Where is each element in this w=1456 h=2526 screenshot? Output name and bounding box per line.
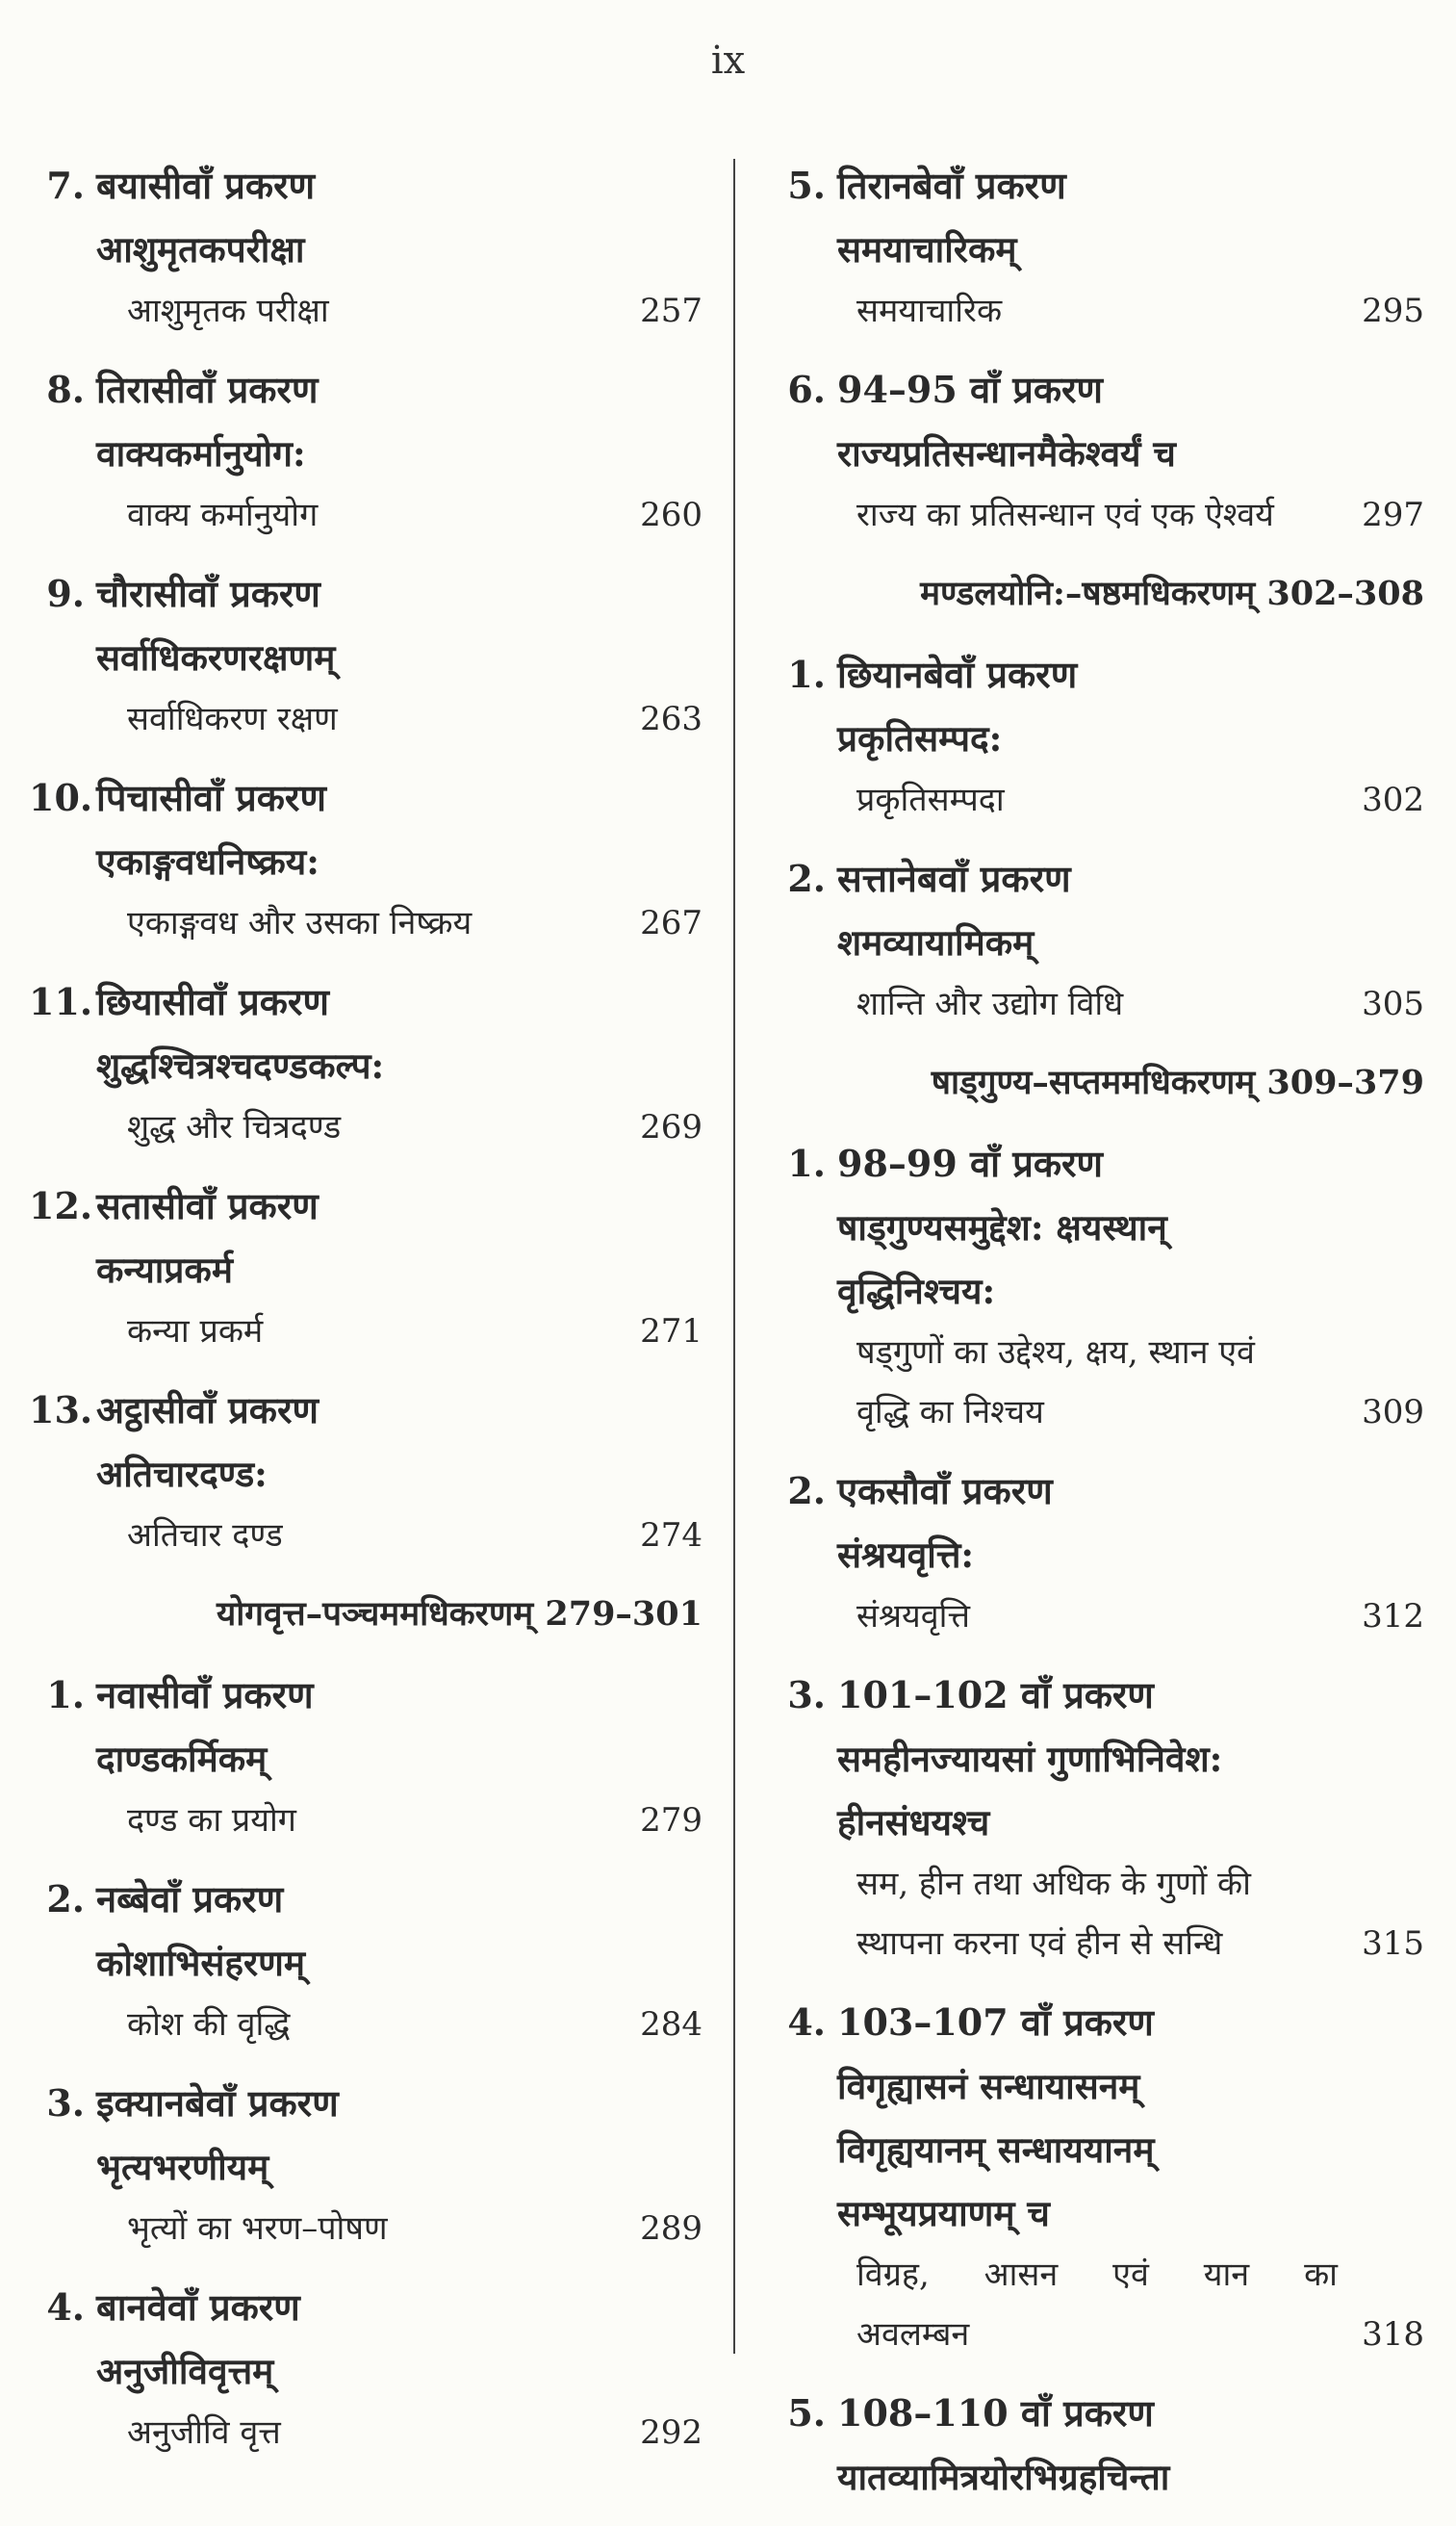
entry-number: 1.	[787, 653, 826, 696]
entry-heading	[29, 2072, 702, 2135]
hindi-text: दण्ड का प्रयोग	[127, 1801, 296, 1840]
page-ref: 260	[640, 496, 702, 534]
entry-title: 101–102 वाँ प्रकरण	[837, 1673, 1154, 1716]
column-divider	[733, 159, 735, 2354]
entry-heading	[770, 847, 1424, 911]
entry-number: 4.	[787, 2000, 826, 2044]
hindi-text: प्रकृतिसम्पदा	[856, 781, 1005, 819]
hindi-title	[770, 770, 1424, 830]
entry-title: चौरासीवाँ प्रकरण	[96, 572, 320, 615]
hindi-text: षड्गुणों का उद्देश्य, क्षय, स्थान एवं	[856, 1333, 1255, 1372]
sanskrit-title: कोशाभिसंहरणम्	[96, 1942, 306, 1984]
hindi-text: भृत्यों का भरण–पोषण	[127, 2209, 388, 2248]
page-number: ix	[710, 39, 746, 83]
entry-heading	[29, 766, 702, 830]
sanskrit-title: वाक्यकर्मानुयोग:	[96, 432, 306, 475]
entry-heading	[770, 2382, 1424, 2445]
hindi-title	[29, 1791, 702, 1850]
entry-number: 1.	[787, 1142, 826, 1185]
hindi-title	[29, 1995, 702, 2054]
sanskrit-title: राज्यप्रतिसन्धानमैकेश्वर्यं च	[837, 432, 1176, 475]
entry-title: छियानबेवाँ प्रकरण	[837, 653, 1078, 696]
hindi-title	[770, 1382, 1424, 1442]
sanskrit-title: शुद्धश्चित्रश्चदण्डकल्प:	[96, 1044, 385, 1087]
hindi-text: अतिचार दण्ड	[127, 1516, 283, 1555]
entry-heading	[770, 1663, 1424, 1727]
entry-title: अट्ठासीवाँ प्रकरण	[96, 1388, 319, 1431]
hindi-text: सर्वाधिकरण रक्षण	[127, 700, 338, 738]
hindi-title	[770, 1323, 1424, 1382]
entry-title: सत्तानेबवाँ प्रकरण	[837, 857, 1071, 900]
hindi-text: संश्रयवृत्ति	[856, 1597, 970, 1636]
toc-entry	[29, 2072, 702, 2258]
toc-entry	[29, 1174, 702, 1361]
sanskrit-title: संश्रयवृत्ति:	[837, 1534, 975, 1576]
hindi-text: सम, हीन तथा अधिक के गुणों की	[856, 1865, 1251, 1903]
sanskrit-title: भृत्यभरणीयम्	[96, 2146, 269, 2188]
toc-entry	[29, 1379, 702, 1565]
page-ref: 271	[640, 1312, 702, 1351]
hindi-title	[770, 974, 1424, 1034]
entry-number: 2.	[787, 857, 826, 900]
sanskrit-title: समहीनज्यायसां गुणाभिनिवेश:	[837, 1738, 1223, 1780]
page-ref: 305	[1362, 985, 1424, 1023]
sanskrit-title: शमव्यायामिकम्	[837, 921, 1035, 964]
hindi-title	[29, 1302, 702, 1361]
entry-heading	[29, 1174, 702, 1238]
entry-number: 11.	[29, 980, 93, 1023]
sanskrit-title: अनुजीविवृत्तम्	[96, 2350, 274, 2392]
entry-title: नवासीवाँ प्रकरण	[96, 1673, 314, 1716]
page-ref: 309	[1362, 1393, 1424, 1431]
entry-title: एकसौवाँ प्रकरण	[837, 1469, 1053, 1512]
entry-number: 13.	[29, 1388, 93, 1431]
hindi-title	[29, 2199, 702, 2258]
page-ref: 318	[1362, 2315, 1424, 2354]
page-ref: 297	[1362, 496, 1424, 534]
sanskrit-title: सर्वाधिकरणरक्षणम्	[96, 636, 336, 679]
entry-title: तिरानबेवाँ प्रकरण	[837, 164, 1066, 207]
hindi-text: स्थापना करना एवं हीन से सन्धि	[856, 1924, 1223, 1963]
page-ref: 274	[640, 1516, 702, 1555]
entry-title: इक्यानबेवाँ प्रकरण	[96, 2081, 339, 2125]
hindi-title	[29, 893, 702, 953]
toc-entry	[770, 358, 1424, 545]
toc-entry	[770, 1663, 1424, 1973]
sanskrit-title: विगृह्ययानम् सन्धाययानम्	[837, 2128, 1155, 2171]
entry-number: 4.	[46, 2285, 85, 2329]
entry-title: बयासीवाँ प्रकरण	[96, 164, 316, 207]
entry-heading	[29, 1868, 702, 1931]
hindi-text: शुद्ध और चित्रदण्ड	[127, 1108, 342, 1147]
toc-entry	[770, 643, 1424, 830]
sanskrit-title: सम्भूयप्रयाणम् च	[837, 2192, 1050, 2234]
toc-entry	[29, 766, 702, 953]
entry-number: 1.	[46, 1673, 85, 1716]
page-ref: 257	[640, 292, 702, 330]
entry-heading	[770, 643, 1424, 707]
sanskrit-title: यातव्यामित्रयोरभिग्रहचिन्ता	[837, 2456, 1170, 2498]
entry-number: 3.	[46, 2081, 85, 2125]
entry-heading	[770, 154, 1424, 218]
sanskrit-title: दाण्डकर्मिकम्	[96, 1738, 268, 1780]
entry-heading	[29, 154, 702, 218]
page-ref: 302	[1362, 781, 1424, 819]
entry-heading	[29, 970, 702, 1034]
entry-title: बानवेवाँ प्रकरण	[96, 2285, 300, 2329]
entry-heading	[29, 1663, 702, 1727]
entry-title: 103–107 वाँ प्रकरण	[837, 2000, 1154, 2044]
toc-entry	[770, 847, 1424, 1034]
sanskrit-title: एकाङ्गवधनिष्क्रय:	[96, 840, 319, 883]
toc-entry	[29, 1663, 702, 1850]
hindi-text: एकाङ्गवध और उसका निष्क्रय	[127, 904, 473, 942]
entry-heading	[29, 2276, 702, 2339]
page-ref: 292	[640, 2413, 702, 2452]
hindi-title	[29, 689, 702, 749]
toc-entry	[29, 1868, 702, 2054]
entry-title: पिचासीवाँ प्रकरण	[96, 776, 326, 819]
entry-heading	[770, 358, 1424, 422]
sanskrit-title: हीनसंधयश्च	[837, 1801, 990, 1843]
entry-heading	[770, 1132, 1424, 1196]
entry-number: 6.	[787, 368, 826, 411]
entry-number: 10.	[29, 776, 93, 819]
hindi-text: वाक्य कर्मानुयोग	[127, 496, 319, 534]
hindi-text: वृद्धि का निश्चय	[856, 1393, 1044, 1431]
section-title: योगवृत्त–पञ्चममधिकरणम् 279–301	[216, 1594, 702, 1634]
entry-title: 94–95 वाँ प्रकरण	[837, 368, 1104, 411]
toc-right-column	[770, 154, 1424, 2526]
sanskrit-title: समयाचारिकम्	[837, 228, 1017, 271]
sanskrit-title: षाड्गुण्यसमुद्देश: क्षयस्थान्	[837, 1206, 1167, 1249]
toc-entry	[770, 1991, 1424, 2364]
toc-entry	[29, 154, 702, 341]
entry-heading	[29, 358, 702, 422]
toc-entry	[29, 562, 702, 749]
page-ref: 263	[640, 700, 702, 738]
entry-number: 5.	[787, 2391, 826, 2435]
entry-title: 98–99 वाँ प्रकरण	[837, 1142, 1104, 1185]
entry-number: 5.	[787, 164, 826, 207]
entry-number: 12.	[29, 1184, 93, 1227]
hindi-title	[29, 1506, 702, 1565]
hindi-title	[770, 485, 1424, 545]
entry-title: तिरासीवाँ प्रकरण	[96, 368, 319, 411]
hindi-text: विग्रह, आसन एवं यान का	[856, 2255, 1338, 2294]
section-title: मण्डलयोनि:–षष्ठमधिकरणम् 302–308	[920, 574, 1424, 613]
entry-heading	[29, 562, 702, 626]
hindi-text: कोश की वृद्धि	[127, 2005, 291, 2044]
hindi-text: अवलम्बन	[856, 2315, 970, 2354]
hindi-title	[770, 281, 1424, 341]
hindi-title	[770, 1914, 1424, 1973]
sanskrit-title: अतिचारदण्ड:	[96, 1453, 268, 1495]
section-title: षाड्गुण्य–सप्तममधिकरणम् 309–379	[931, 1063, 1424, 1102]
sanskrit-title: विगृह्यासनं सन्धायासनम्	[837, 2065, 1140, 2107]
sanskrit-title: प्रकृतिसम्पद:	[837, 717, 1003, 760]
hindi-title	[29, 2403, 702, 2462]
hindi-text: शान्ति और उद्योग विधि	[856, 985, 1124, 1023]
entry-title: सतासीवाँ प्रकरण	[96, 1184, 319, 1227]
toc-entry	[29, 358, 702, 545]
entry-number: 7.	[46, 164, 85, 207]
toc-entry	[29, 2276, 702, 2462]
entry-number: 3.	[787, 1673, 826, 1716]
page-ref: 312	[1362, 1597, 1424, 1636]
entry-number: 2.	[787, 1469, 826, 1512]
toc-entry	[770, 2382, 1424, 2509]
hindi-title	[770, 1854, 1424, 1914]
toc-entry	[770, 154, 1424, 341]
entry-heading	[29, 1379, 702, 1442]
hindi-title	[29, 281, 702, 341]
hindi-title	[29, 1097, 702, 1157]
entry-heading	[770, 1991, 1424, 2054]
page-ref: 279	[640, 1801, 702, 1840]
page-ref: 269	[640, 1108, 702, 1147]
entry-title: 108–110 वाँ प्रकरण	[837, 2391, 1154, 2435]
hindi-text: आशुमृतक परीक्षा	[127, 292, 329, 330]
page-ref: 284	[640, 2005, 702, 2044]
entry-number: 9.	[46, 572, 85, 615]
hindi-title	[770, 1586, 1424, 1646]
toc-entry	[770, 1132, 1424, 1442]
hindi-title	[29, 485, 702, 545]
entry-title: छियासीवाँ प्रकरण	[96, 980, 329, 1023]
toc-entry	[29, 970, 702, 1157]
sanskrit-title: वृद्धिनिश्चय:	[837, 1270, 996, 1312]
hindi-text: राज्य का प्रतिसन्धान एवं एक ऐश्वर्य	[856, 496, 1274, 534]
page-ref: 315	[1362, 1924, 1424, 1963]
hindi-text: अनुजीवि वृत्त	[127, 2413, 281, 2452]
toc-entry	[770, 1459, 1424, 1646]
toc-left-column	[29, 154, 702, 2480]
hindi-text: कन्या प्रकर्म	[127, 1312, 264, 1351]
hindi-title	[770, 2245, 1424, 2305]
page-ref: 289	[640, 2209, 702, 2248]
page-ref: 295	[1362, 292, 1424, 330]
entry-number: 8.	[46, 368, 85, 411]
entry-number: 2.	[46, 1877, 85, 1920]
sanskrit-title: आशुमृतकपरीक्षा	[96, 228, 305, 271]
hindi-text: समयाचारिक	[856, 292, 1003, 330]
sanskrit-title: कन्याप्रकर्म	[96, 1249, 233, 1291]
entry-title: नब्बेवाँ प्रकरण	[96, 1877, 284, 1920]
hindi-title	[770, 2305, 1424, 2364]
page-ref: 267	[640, 904, 702, 942]
entry-heading	[770, 1459, 1424, 1523]
